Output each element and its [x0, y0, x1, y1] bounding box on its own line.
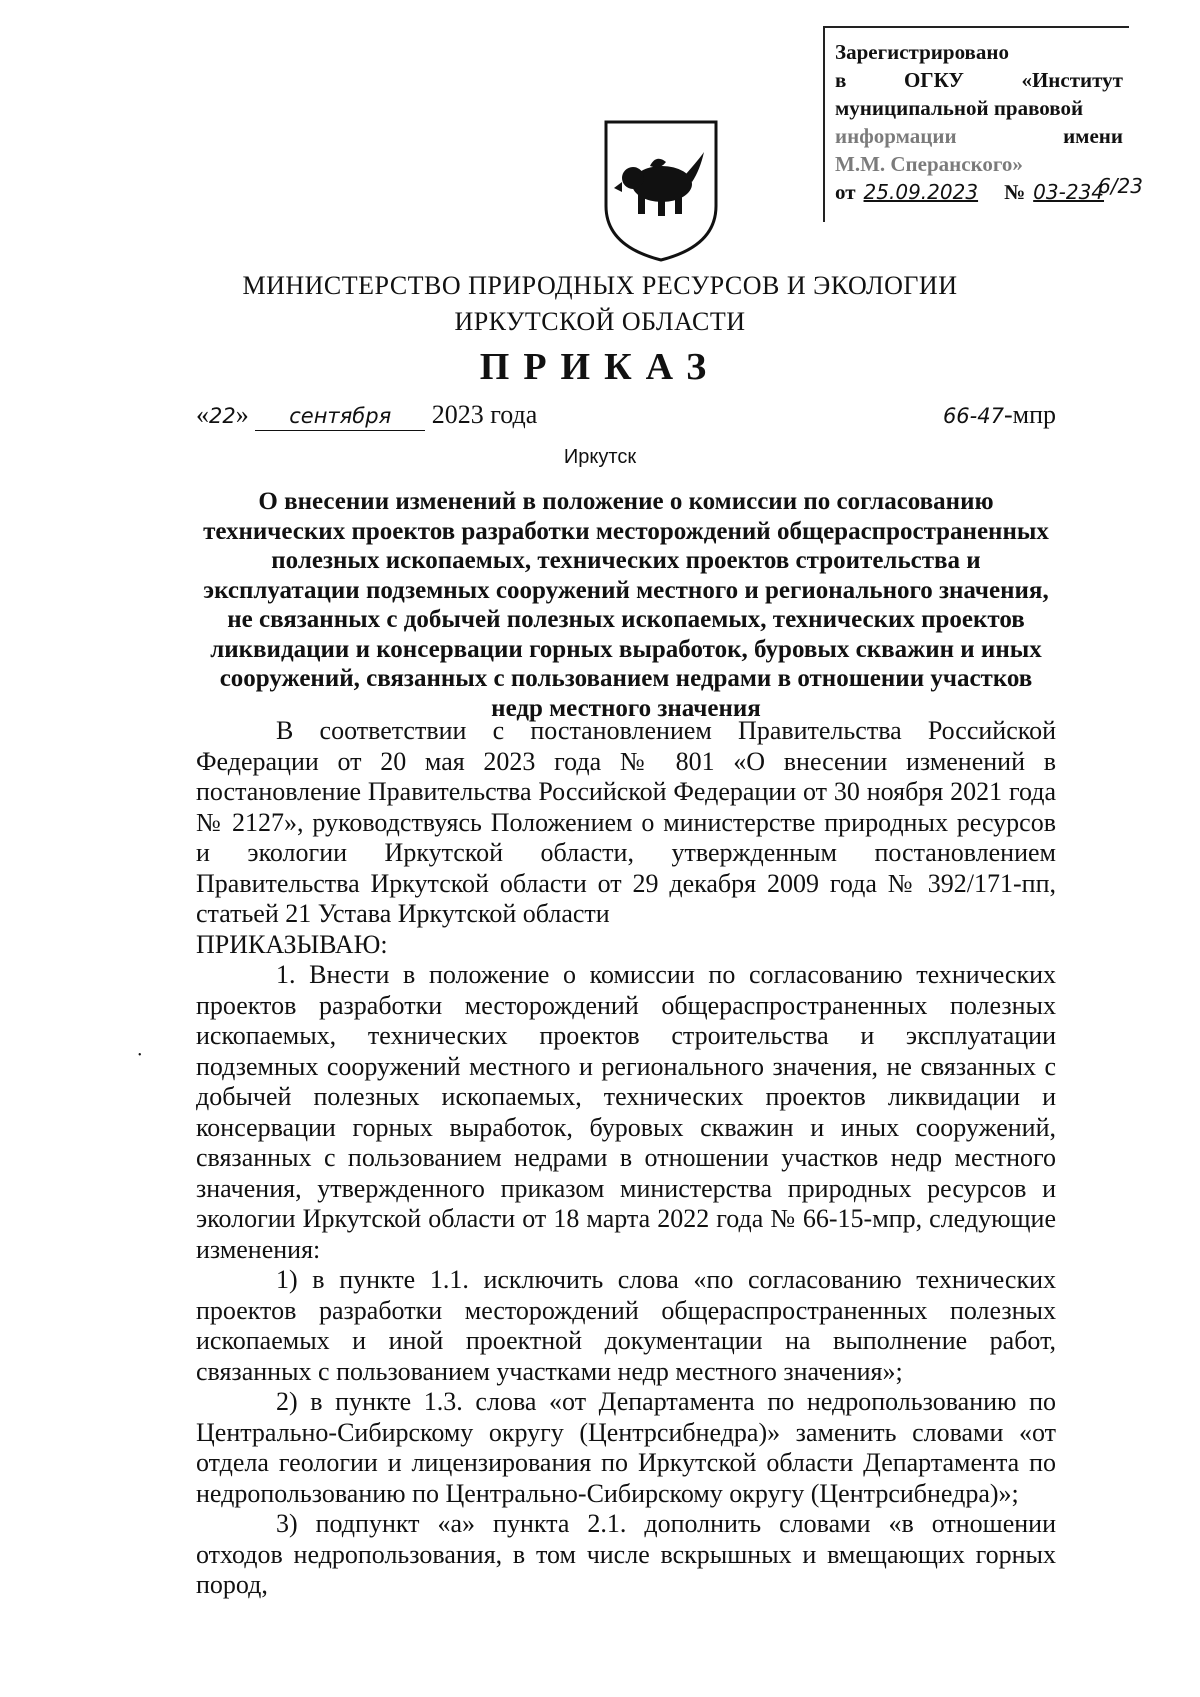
order-date-line: «22» сентября 2023 года 66-47-мпр: [196, 400, 1056, 429]
stamp-line-1: Зарегистрировано: [835, 40, 1009, 64]
coat-of-arms-icon: [600, 118, 722, 264]
stamp-line-2a: в: [835, 68, 847, 92]
ministry-line-1: МИНИСТЕРСТВО ПРИРОДНЫХ РЕСУРСОВ И ЭКОЛОГИИ: [242, 271, 958, 300]
order-year: 2023 года: [431, 400, 538, 429]
order-number: 66-47: [942, 404, 1004, 428]
order-title: ПРИКАЗ: [479, 346, 721, 388]
order-number-suffix: -мпр: [1003, 400, 1056, 429]
stamp-reg-number-tail: 6/23: [1098, 174, 1143, 198]
stamp-line-4b: имени: [1063, 124, 1123, 148]
order-word: ПРИКАЗЫВАЮ:: [196, 929, 388, 959]
stamp-line-2c: «Институт: [1021, 68, 1123, 92]
stamp-line-4a: информации: [835, 124, 957, 148]
order-subject: О внесении изменений в положение о комиссии по согласованию технических проектов разработки месторождений общераспространенных полезных ископаемых, технических проектов строительства и эксплуатации подземных сооружений местного и регионального значения, не связанных с добычей полезных ископаемых, технических проектов ликвидации и консервации горных выработок, буровых скважин и иных сооружений, связанных с пользованием недрами в отношении участков недр местного значения: [203, 488, 1049, 722]
city: Иркутск: [563, 446, 637, 468]
stamp-from-label: от: [835, 180, 856, 204]
stamp-reg-date: 25.09.2023: [863, 180, 979, 204]
registration-stamp: [823, 26, 1143, 222]
subitem-2-paragraph: 2) в пункте 1.3. слова «от Департамента по недропользованию по Центрально-Сибирскому округу (Центрсибнедра)» заменить словами «от отдела геологии и лицензирования по Иркутской области Департамента по недропользованию по Центрально-Сибирскому округу (Центрсибнедра)»;: [196, 1387, 1056, 1508]
preamble-paragraph: В соответствии с постановлением Правительства Российской Федерации от 20 мая 2023 года № 801 «О внесении изменений в постановление Правительства Российской Федерации от 30 ноября 2021 года № 2127», руководствуясь Положением о министерстве природных ресурсов и экологии Иркутской области, утвержденным постановлением Правительства Иркутской области от 29 декабря 2009 года № 392/171-пп, статьей 21 Устава Иркутской области: [196, 716, 1056, 928]
order-month: сентября: [289, 404, 392, 428]
scan-speck: •: [138, 1050, 142, 1061]
stamp-reg-number: 03-234: [1033, 180, 1105, 204]
stamp-num-label: №: [1004, 180, 1026, 204]
stamp-line-3: муниципальной правовой: [835, 96, 1084, 120]
subitem-1-paragraph: 1) в пункте 1.1. исключить слова «по согласованию технических проектов разработки месторождений общераспространенных полезных ископаемых и иной проектной документации на выполнение работ, связанных с пользованием участками недр местного значения»;: [196, 1265, 1056, 1386]
subitem-3-paragraph: 3) подпункт «а» пункта 2.1. дополнить словами «в отношении отходов недропользования, в том числе вскрышных и вмещающих горных пород,: [196, 1509, 1056, 1599]
ministry-line-2: ИРКУТСКОЙ ОБЛАСТИ: [454, 307, 746, 336]
ministry-name: [200, 268, 1000, 340]
stamp-line-5: М.М. Сперанского»: [835, 152, 1023, 176]
stamp-line-2b: ОГКУ: [903, 68, 964, 92]
order-body: [196, 716, 1056, 1601]
item-1-paragraph: 1. Внести в положение о комиссии по согласованию технических проектов разработки месторождений общераспространенных полезных ископаемых, технических проектов строительства и эксплуатации подземных сооружений местного и регионального значения, не связанных с добычей полезных ископаемых, технических проектов ликвидации и консервации горных выработок, буровых скважин и иных сооружений, связанных с пользованием недрами в отношении участков недр местного значения, утвержденного приказом министерства природных ресурсов и экологии Иркутской области от 18 марта 2022 года № 66-15-мпр, следующие изменения:: [196, 960, 1056, 1264]
order-day: 22: [209, 404, 236, 428]
